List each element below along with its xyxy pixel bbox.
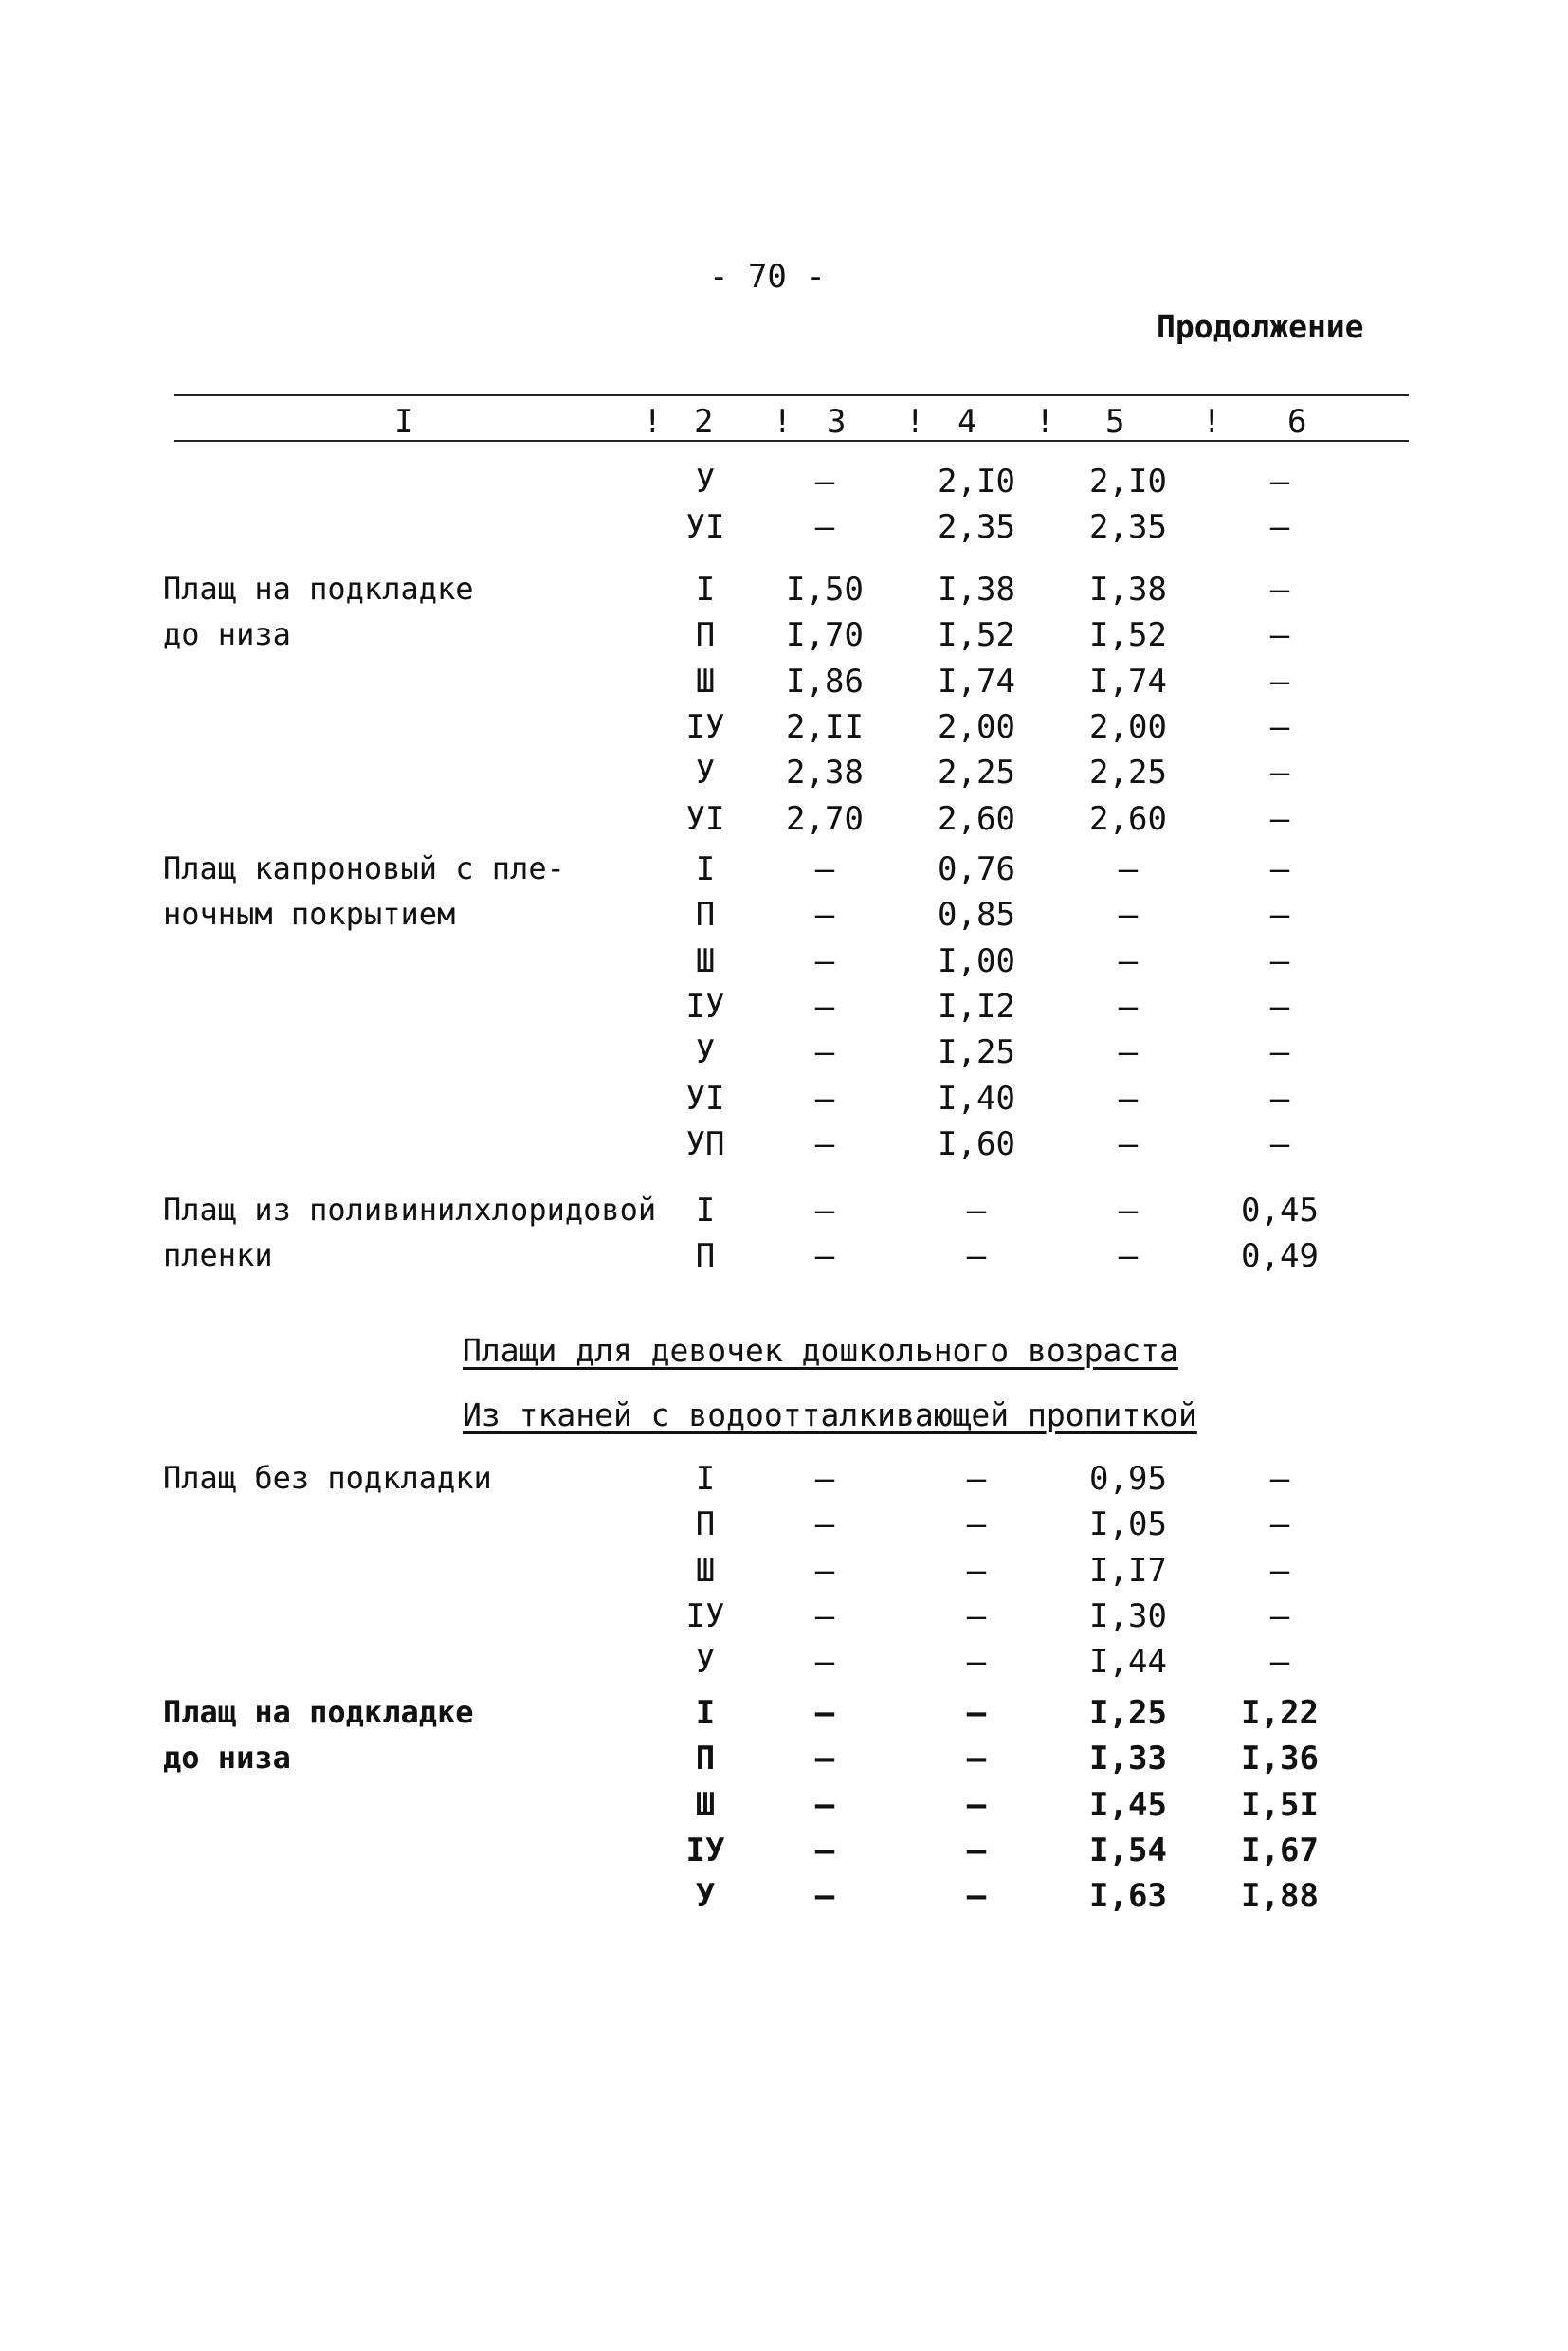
size-cell: IУ bbox=[685, 1596, 725, 1635]
value-cell: – bbox=[1118, 1124, 1139, 1163]
section-heading-girls-preschool: Плащи для девочек дошкольного возраста bbox=[463, 1332, 1178, 1369]
value-cell: I,I2 bbox=[938, 987, 1015, 1026]
value-cell: – bbox=[814, 1460, 835, 1498]
value-cell: 0,76 bbox=[938, 850, 1015, 888]
col-header-5: 5 bbox=[1105, 403, 1125, 441]
value-cell: I,60 bbox=[938, 1124, 1015, 1163]
value-cell: I,63 bbox=[1089, 1877, 1167, 1916]
row-label: ночным покрытием bbox=[163, 896, 456, 933]
value-cell: – bbox=[1269, 987, 1290, 1026]
value-cell: 2,00 bbox=[1089, 707, 1167, 746]
col-header-4: 4 bbox=[957, 403, 977, 441]
value-cell: – bbox=[814, 1877, 835, 1916]
col-header-3: 3 bbox=[827, 403, 847, 441]
row-label: до низа bbox=[163, 1740, 291, 1777]
value-cell: I,40 bbox=[938, 1079, 1015, 1118]
value-cell: – bbox=[1269, 508, 1290, 547]
value-cell: 2,I0 bbox=[1089, 463, 1167, 501]
size-cell: IУ bbox=[685, 987, 725, 1026]
row-label: пленки bbox=[163, 1237, 273, 1274]
col-header-6: 6 bbox=[1287, 403, 1307, 441]
row-label: до низа bbox=[163, 616, 291, 653]
value-cell: 0,85 bbox=[938, 896, 1015, 935]
size-cell: Ш bbox=[695, 941, 716, 980]
value-cell: – bbox=[1269, 896, 1290, 935]
col-separator: ! bbox=[1202, 403, 1222, 441]
value-cell: – bbox=[1269, 1033, 1290, 1072]
value-cell: – bbox=[1269, 799, 1290, 838]
value-cell: I,25 bbox=[1089, 1694, 1167, 1732]
value-cell: 2,70 bbox=[786, 799, 864, 838]
size-cell: I bbox=[695, 1460, 716, 1498]
section-heading-water-repellent: Из тканей с водоотталкивающей пропиткой bbox=[463, 1396, 1197, 1433]
value-cell: I,22 bbox=[1241, 1694, 1319, 1732]
value-cell: – bbox=[966, 1785, 987, 1824]
value-cell: – bbox=[814, 508, 835, 547]
value-cell: – bbox=[814, 941, 835, 980]
value-cell: I,I7 bbox=[1089, 1551, 1167, 1590]
value-cell: I,67 bbox=[1241, 1831, 1319, 1869]
value-cell: – bbox=[814, 1831, 835, 1869]
size-cell: У bbox=[695, 1877, 716, 1916]
value-cell: – bbox=[1118, 850, 1139, 888]
value-cell: – bbox=[1269, 707, 1290, 746]
value-cell: 2,I0 bbox=[938, 463, 1015, 501]
value-cell: I,54 bbox=[1089, 1831, 1167, 1869]
size-cell: У bbox=[695, 754, 716, 793]
value-cell: – bbox=[1118, 987, 1139, 1026]
size-cell: I bbox=[695, 1192, 716, 1230]
value-cell: – bbox=[1118, 1033, 1139, 1072]
value-cell: – bbox=[814, 1124, 835, 1163]
row-label: Плащ капроновый с пле- bbox=[163, 850, 565, 886]
size-cell: УI bbox=[685, 1079, 725, 1118]
value-cell: – bbox=[966, 1596, 987, 1635]
value-cell: I,88 bbox=[1241, 1877, 1319, 1916]
page-number: - 70 - bbox=[709, 258, 826, 296]
value-cell: 0,95 bbox=[1089, 1460, 1167, 1498]
value-cell: – bbox=[814, 1505, 835, 1544]
value-cell: I,70 bbox=[786, 616, 864, 655]
value-cell: – bbox=[814, 1551, 835, 1590]
size-cell: П bbox=[695, 1505, 716, 1544]
value-cell: 2,35 bbox=[1089, 508, 1167, 547]
value-cell: – bbox=[966, 1505, 987, 1544]
size-cell: П bbox=[695, 1237, 716, 1276]
value-cell: – bbox=[814, 1237, 835, 1276]
value-cell: – bbox=[814, 987, 835, 1026]
value-cell: 2,00 bbox=[938, 707, 1015, 746]
value-cell: – bbox=[1269, 1124, 1290, 1163]
size-cell: Ш bbox=[695, 1551, 716, 1590]
size-cell: УI bbox=[685, 799, 725, 838]
value-cell: 2,38 bbox=[786, 754, 864, 793]
size-cell: П bbox=[695, 616, 716, 655]
value-cell: – bbox=[966, 1643, 987, 1682]
col-header-1: I bbox=[394, 403, 414, 441]
value-cell: – bbox=[1269, 571, 1290, 609]
value-cell: 2,25 bbox=[1089, 754, 1167, 793]
row-label: Плащ на подкладке bbox=[163, 1694, 474, 1730]
value-cell: I,74 bbox=[938, 662, 1015, 701]
value-cell: I,25 bbox=[938, 1033, 1015, 1072]
value-cell: 2,35 bbox=[938, 508, 1015, 547]
size-cell: IУ bbox=[685, 707, 725, 746]
value-cell: I,38 bbox=[938, 571, 1015, 609]
value-cell: – bbox=[966, 1551, 987, 1590]
value-cell: – bbox=[814, 896, 835, 935]
row-label: Плащ на подкладке bbox=[163, 571, 474, 607]
value-cell: – bbox=[1269, 941, 1290, 980]
value-cell: – bbox=[1269, 1596, 1290, 1635]
value-cell: I,05 bbox=[1089, 1505, 1167, 1544]
value-cell: – bbox=[814, 1643, 835, 1682]
col-header-2: 2 bbox=[694, 403, 714, 441]
value-cell: – bbox=[966, 1192, 987, 1230]
value-cell: I,38 bbox=[1089, 571, 1167, 609]
value-cell: I,45 bbox=[1089, 1785, 1167, 1824]
value-cell: – bbox=[814, 1694, 835, 1732]
value-cell: – bbox=[814, 1785, 835, 1824]
size-cell: Ш bbox=[695, 662, 716, 701]
value-cell: – bbox=[814, 1033, 835, 1072]
value-cell: I,30 bbox=[1089, 1596, 1167, 1635]
value-cell: – bbox=[814, 463, 835, 501]
continuation-label: Продолжение bbox=[1157, 308, 1364, 345]
size-cell: П bbox=[695, 1740, 716, 1778]
value-cell: I,36 bbox=[1241, 1740, 1319, 1778]
value-cell: – bbox=[1118, 1079, 1139, 1118]
size-cell: П bbox=[695, 896, 716, 935]
value-cell: – bbox=[1269, 850, 1290, 888]
value-cell: – bbox=[814, 1079, 835, 1118]
value-cell: – bbox=[966, 1740, 987, 1778]
value-cell: – bbox=[1269, 1643, 1290, 1682]
value-cell: – bbox=[1269, 754, 1290, 793]
value-cell: – bbox=[966, 1460, 987, 1498]
value-cell: – bbox=[1269, 1551, 1290, 1590]
value-cell: I,44 bbox=[1089, 1643, 1167, 1682]
size-cell: Ш bbox=[695, 1785, 716, 1824]
size-cell: I bbox=[695, 850, 716, 888]
value-cell: – bbox=[1118, 896, 1139, 935]
value-cell: – bbox=[1269, 463, 1290, 501]
size-cell: У bbox=[695, 1033, 716, 1072]
value-cell: – bbox=[814, 1740, 835, 1778]
size-cell: УП bbox=[685, 1124, 725, 1163]
value-cell: 2,25 bbox=[938, 754, 1015, 793]
value-cell: – bbox=[1118, 1192, 1139, 1230]
value-cell: – bbox=[1269, 1505, 1290, 1544]
value-cell: I,5I bbox=[1241, 1785, 1319, 1824]
value-cell: – bbox=[1269, 1079, 1290, 1118]
row-label: Плащ из поливинилхлоридовой bbox=[163, 1192, 657, 1228]
col-separator: ! bbox=[1035, 403, 1055, 441]
value-cell: 0,49 bbox=[1241, 1237, 1319, 1276]
size-cell: УI bbox=[685, 508, 725, 547]
value-cell: I,50 bbox=[786, 571, 864, 609]
value-cell: – bbox=[966, 1237, 987, 1276]
value-cell: – bbox=[814, 1192, 835, 1230]
col-separator: ! bbox=[643, 403, 663, 441]
value-cell: – bbox=[1269, 1460, 1290, 1498]
value-cell: – bbox=[1118, 1237, 1139, 1276]
value-cell: – bbox=[966, 1831, 987, 1869]
value-cell: I,00 bbox=[938, 941, 1015, 980]
value-cell: – bbox=[1269, 616, 1290, 655]
value-cell: – bbox=[966, 1877, 987, 1916]
value-cell: 2,II bbox=[786, 707, 864, 746]
size-cell: I bbox=[695, 571, 716, 609]
value-cell: I,86 bbox=[786, 662, 864, 701]
value-cell: I,52 bbox=[938, 616, 1015, 655]
value-cell: – bbox=[814, 1596, 835, 1635]
size-cell: У bbox=[695, 463, 716, 501]
value-cell: 2,60 bbox=[1089, 799, 1167, 838]
row-label: Плащ без подкладки bbox=[163, 1460, 492, 1496]
table-top-rule bbox=[174, 394, 1409, 396]
value-cell: – bbox=[814, 850, 835, 888]
size-cell: IУ bbox=[685, 1831, 725, 1869]
value-cell: – bbox=[1269, 662, 1290, 701]
value-cell: I,33 bbox=[1089, 1740, 1167, 1778]
col-separator: ! bbox=[905, 403, 925, 441]
value-cell: – bbox=[966, 1694, 987, 1732]
size-cell: I bbox=[695, 1694, 716, 1732]
value-cell: 2,60 bbox=[938, 799, 1015, 838]
value-cell: – bbox=[1118, 941, 1139, 980]
value-cell: I,74 bbox=[1089, 662, 1167, 701]
size-cell: У bbox=[695, 1643, 716, 1682]
value-cell: I,52 bbox=[1089, 616, 1167, 655]
col-separator: ! bbox=[773, 403, 793, 441]
value-cell: 0,45 bbox=[1241, 1192, 1319, 1230]
